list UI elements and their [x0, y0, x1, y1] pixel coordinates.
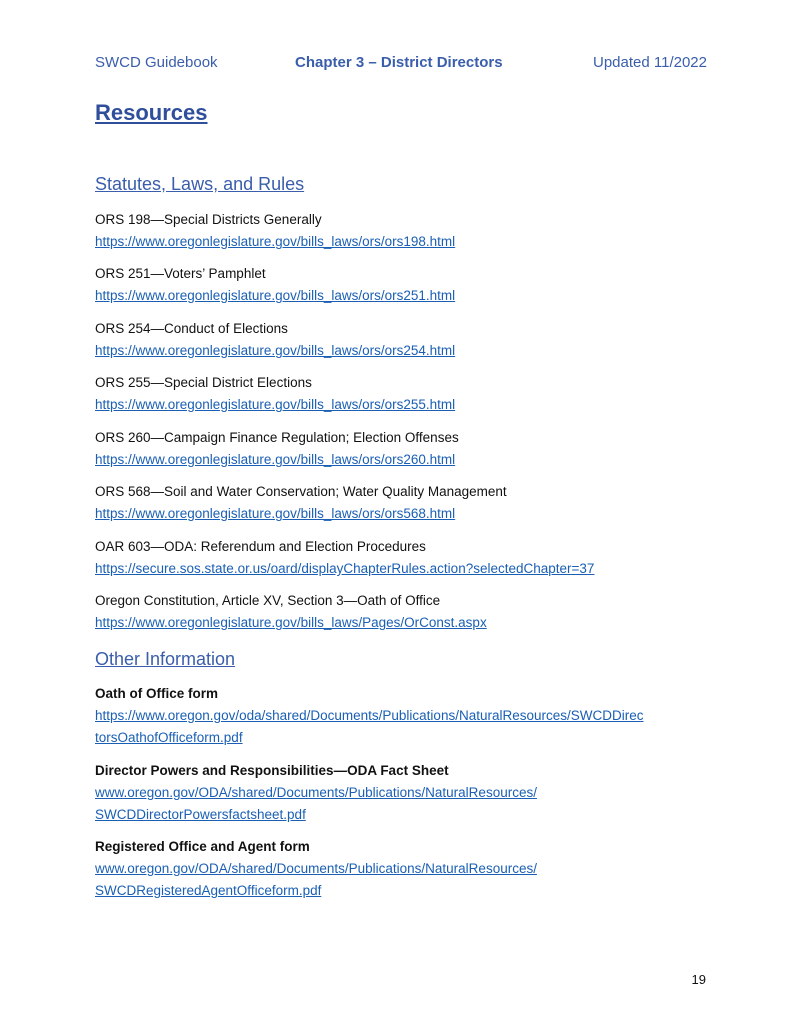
statute-link[interactable]: https://www.oregonlegislature.gov/bills_laws/ors/ors198.html	[95, 234, 456, 249]
header-guidebook-title: SWCD Guidebook	[95, 54, 218, 71]
statute-entry-ors251	[95, 263, 715, 307]
resource-link-line1[interactable]: www.oregon.gov/ODA/shared/Documents/Publications/NaturalResources/	[95, 861, 537, 876]
statute-name: ORS 251—Voters’ Pamphlet	[95, 266, 266, 281]
resource-link-line2[interactable]: SWCDRegisteredAgentOfficeform.pdf	[95, 883, 322, 898]
resource-entry-powers-factsheet	[95, 760, 715, 826]
resource-name: Director Powers and Responsibilities—ODA Fact Sheet	[95, 763, 449, 778]
statute-entry-ors568	[95, 481, 715, 525]
page-title: Resources	[95, 100, 208, 125]
statutes-heading: Statutes, Laws, and Rules	[95, 174, 305, 194]
statute-link[interactable]: https://secure.sos.state.or.us/oard/displayChapterRules.action?selectedChapter=37	[95, 561, 595, 576]
statute-name: Oregon Constitution, Article XV, Section 3—Oath of Office	[95, 593, 441, 608]
statute-entry-ors198	[95, 209, 715, 253]
statute-entry-ors255	[95, 372, 715, 416]
statute-entry-oregon-constitution	[95, 590, 715, 634]
page-header	[95, 54, 707, 74]
statute-name: ORS 568—Soil and Water Conservation; Water Quality Management	[95, 484, 507, 499]
resource-entry-registered-agent-form	[95, 836, 715, 902]
resource-link-line1[interactable]: www.oregon.gov/ODA/shared/Documents/Publications/NaturalResources/	[95, 785, 537, 800]
statute-link[interactable]: https://www.oregonlegislature.gov/bills_laws/ors/ors260.html	[95, 452, 456, 467]
header-updated-date: Updated 11/2022	[593, 54, 707, 71]
statute-link[interactable]: https://www.oregonlegislature.gov/bills_laws/Pages/OrConst.aspx	[95, 615, 487, 630]
resource-link-line2[interactable]: torsOathofOfficeform.pdf	[95, 730, 243, 745]
statute-name: ORS 260—Campaign Finance Regulation; Election Offenses	[95, 430, 459, 445]
header-chapter-title: Chapter 3 – District Directors	[295, 54, 503, 71]
statute-entry-ors260	[95, 427, 715, 471]
page-number: 19	[691, 972, 706, 987]
statute-entry-ors254	[95, 318, 715, 362]
statute-name: ORS 254—Conduct of Elections	[95, 321, 288, 336]
resource-name: Registered Office and Agent form	[95, 839, 310, 854]
statute-link[interactable]: https://www.oregonlegislature.gov/bills_laws/ors/ors255.html	[95, 397, 456, 412]
statute-link[interactable]: https://www.oregonlegislature.gov/bills_laws/ors/ors568.html	[95, 506, 456, 521]
statute-name: ORS 255—Special District Elections	[95, 375, 312, 390]
statute-entry-oar603	[95, 536, 715, 580]
resource-link-line2[interactable]: SWCDDirectorPowersfactsheet.pdf	[95, 807, 306, 822]
other-information-heading: Other Information	[95, 649, 236, 669]
resource-link-line1[interactable]: https://www.oregon.gov/oda/shared/Documents/Publications/NaturalResources/SWCDDirec	[95, 708, 644, 723]
resource-entry-oath-form	[95, 683, 715, 749]
statute-link[interactable]: https://www.oregonlegislature.gov/bills_laws/ors/ors251.html	[95, 288, 456, 303]
statute-link[interactable]: https://www.oregonlegislature.gov/bills_laws/ors/ors254.html	[95, 343, 456, 358]
resource-name: Oath of Office form	[95, 686, 219, 701]
statute-name: ORS 198—Special Districts Generally	[95, 212, 322, 227]
statute-name: OAR 603—ODA: Referendum and Election Procedures	[95, 539, 426, 554]
